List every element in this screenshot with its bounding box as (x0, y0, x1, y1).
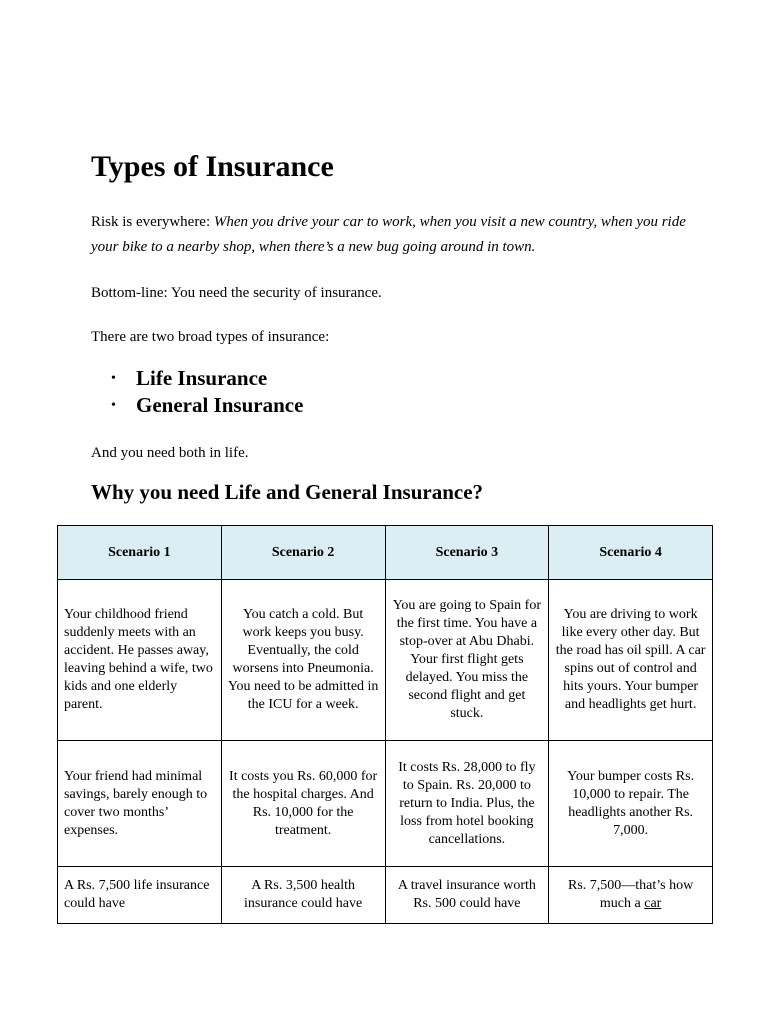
list-item (91, 392, 303, 419)
table-row (58, 867, 713, 924)
table-header-row (58, 526, 713, 580)
scenario-table (57, 525, 713, 924)
column-header: Scenario 4 (549, 526, 713, 580)
table-row (58, 741, 713, 867)
section-heading: Why you need Life and General Insurance? (91, 480, 484, 504)
table-row (58, 580, 713, 741)
page-title: Types of Insurance (91, 150, 334, 183)
bullet-icon: • (111, 398, 116, 413)
table-cell: Your friend had minimal savings, barely enough to cover two months’ expenses. (58, 741, 222, 867)
table-cell: It costs Rs. 28,000 to fly to Spain. Rs. 20,000 to return to India. Plus, the loss from hotel booking cancellations. (385, 741, 549, 867)
type-label: Life Insurance (136, 366, 268, 390)
intro-paragraph (91, 210, 691, 260)
table-cell: You are driving to work like every other day. But the road has oil spill. A car spins out of control and hits yours. Your bumper and headlights get hurt. (549, 580, 713, 741)
bottom-line-text: Bottom-line: You need the security of insurance. (91, 285, 382, 301)
intro-italic: When you drive your car to work, when you visit a new country, when you ride your bike to a nearby shop, when there’s a new bug going around in town. (91, 214, 686, 255)
table-cell: It costs you Rs. 60,000 for the hospital charges. And Rs. 10,000 for the treatment. (221, 741, 385, 867)
insurance-types-list (91, 365, 303, 419)
table-cell: Your childhood friend suddenly meets with an accident. He passes away, leaving behind a wife, two kids and one elderly parent. (58, 580, 222, 741)
two-types-text: There are two broad types of insurance: (91, 329, 330, 345)
table-cell: A travel insurance worth Rs. 500 could have (385, 867, 549, 924)
column-header: Scenario 3 (385, 526, 549, 580)
table-cell: You are going to Spain for the first time. You have a stop-over at Abu Dhabi. Your first flight gets delayed. You miss the second flight and get stuck. (385, 580, 549, 741)
table-cell: You catch a cold. But work keeps you busy. Eventually, the cold worsens into Pneumonia. You need to be admitted in the ICU for a week. (221, 580, 385, 741)
table-cell: A Rs. 7,500 life insurance could have (58, 867, 222, 924)
column-header: Scenario 1 (58, 526, 222, 580)
column-header: Scenario 2 (221, 526, 385, 580)
table-cell: A Rs. 3,500 health insurance could have (221, 867, 385, 924)
bullet-icon: • (111, 371, 116, 386)
need-both-text: And you need both in life. (91, 445, 249, 461)
intro-prefix: Risk is everywhere: (91, 214, 214, 230)
list-item (91, 365, 303, 392)
type-label: General Insurance (136, 393, 304, 417)
cell-text: Rs. 7,500—that’s how much a (568, 878, 694, 911)
table-cell (549, 867, 713, 924)
car-link[interactable]: car (644, 896, 662, 911)
table-cell: Your bumper costs Rs. 10,000 to repair. The headlights another Rs. 7,000. (549, 741, 713, 867)
